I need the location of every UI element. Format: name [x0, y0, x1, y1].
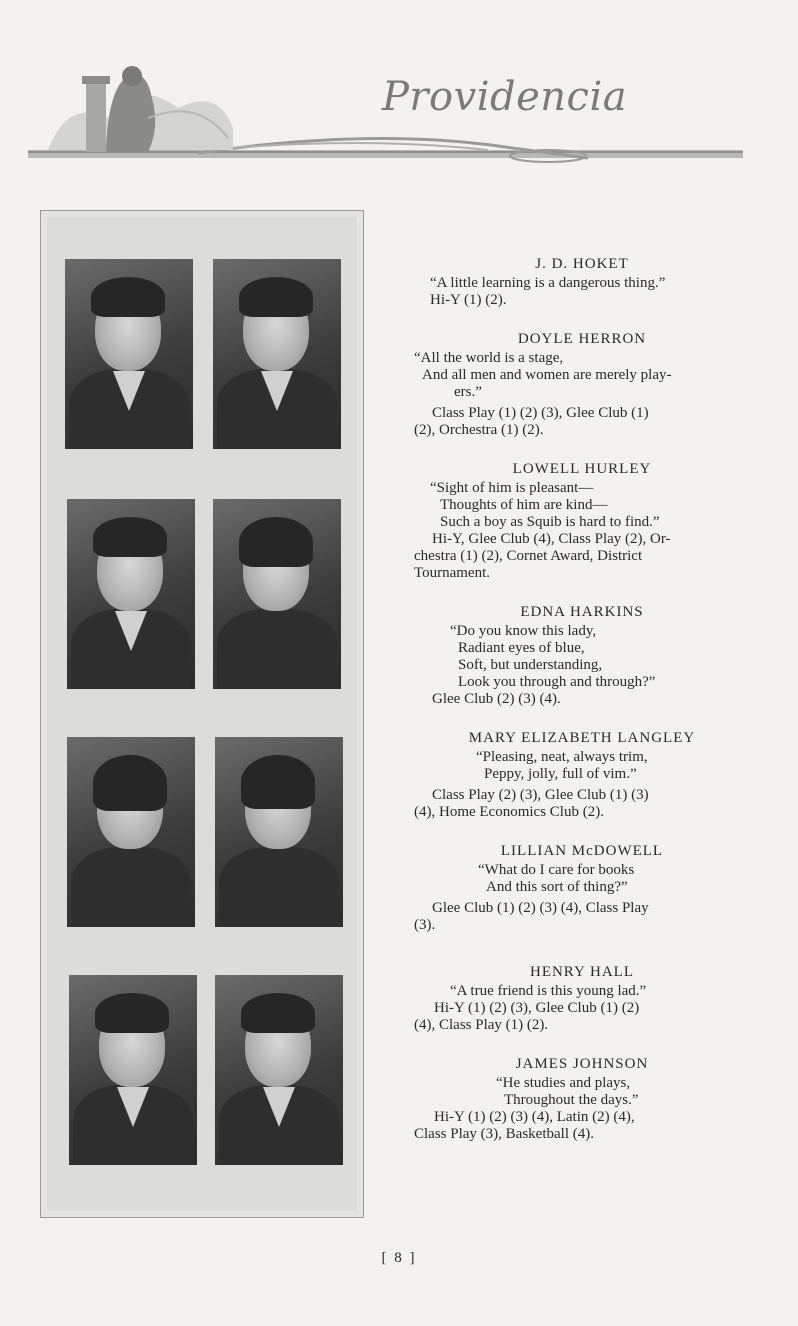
entry-line: Throughout the days.”	[504, 1092, 639, 1108]
senior-name: LILLIAN McDOWELL	[500, 843, 664, 859]
senior-entry	[414, 256, 750, 309]
senior-name: MARY ELIZABETH LANGLEY	[468, 730, 696, 746]
entry-line: Class Play (3), Basketball (4).	[414, 1126, 594, 1142]
portrait-photo	[215, 975, 343, 1165]
entry-line: Hi-Y (1) (2) (3) (4), Latin (2) (4),	[434, 1109, 635, 1125]
entry-line: (4), Class Play (1) (2).	[414, 1017, 549, 1033]
entry-line: Hi-Y (1) (2).	[430, 292, 507, 308]
entry-line: And this sort of thing?”	[486, 879, 628, 895]
portrait-photo	[67, 499, 195, 689]
entry-line: “Sight of him is pleasant—	[430, 480, 594, 496]
portrait-photo	[213, 499, 341, 689]
senior-name: DOYLE HERRON	[517, 331, 647, 347]
yearbook-title: Providencia	[382, 74, 628, 120]
entry-line: Thoughts of him are kind—	[440, 497, 608, 513]
entry-line: “A true friend is this young lad.”	[450, 983, 647, 999]
senior-entry	[414, 461, 750, 582]
entry-line: Hi-Y (1) (2) (3), Glee Club (1) (2)	[434, 1000, 640, 1016]
entry-line: Radiant eyes of blue,	[458, 640, 585, 656]
entry-line: “A little learning is a dangerous thing.”	[430, 275, 666, 291]
entry-line: (2), Orchestra (1) (2).	[414, 422, 544, 438]
entry-line: And all men and women are merely play-	[422, 367, 672, 383]
entry-line: (3).	[414, 917, 436, 933]
senior-name: EDNA HARKINS	[520, 604, 644, 620]
entry-line: Look you through and through?”	[458, 674, 656, 690]
entry-line: “All the world is a stage,	[414, 350, 564, 366]
page-number: [ 8 ]	[381, 1250, 417, 1266]
page-header	[0, 0, 798, 200]
entry-line: Class Play (1) (2) (3), Glee Club (1)	[432, 405, 649, 421]
senior-entry	[414, 1056, 750, 1143]
entry-line: ers.”	[454, 384, 482, 400]
senior-entry	[414, 730, 750, 821]
portrait-photo	[215, 737, 343, 927]
entry-line: Tournament.	[414, 565, 491, 581]
senior-entry	[414, 964, 750, 1034]
portrait-photo	[69, 975, 197, 1165]
entry-line: Hi-Y, Glee Club (4), Class Play (2), Or-	[432, 531, 671, 547]
entry-line: (4), Home Economics Club (2).	[414, 804, 604, 820]
portrait-photo	[213, 259, 341, 449]
entry-line: Glee Club (1) (2) (3) (4), Class Play	[432, 900, 649, 916]
senior-entry	[414, 604, 750, 708]
senior-entry	[414, 843, 750, 934]
senior-name: JAMES JOHNSON	[515, 1056, 649, 1072]
entry-line: “He studies and plays,	[496, 1075, 631, 1091]
entry-line: “Pleasing, neat, always trim,	[476, 749, 648, 765]
entry-line: chestra (1) (2), Cornet Award, District	[414, 548, 643, 564]
senior-entry	[414, 331, 750, 439]
portrait-panel	[40, 210, 364, 1218]
senior-name: LOWELL HURLEY	[512, 461, 652, 477]
portrait-photo	[65, 259, 193, 449]
entry-line: Such a boy as Squib is hard to find.”	[440, 514, 660, 530]
portrait-photo	[67, 737, 195, 927]
senior-name: HENRY HALL	[529, 964, 635, 980]
senior-name: J. D. HOKET	[535, 256, 629, 272]
entry-line: “Do you know this lady,	[450, 623, 597, 639]
entry-line: Glee Club (2) (3) (4).	[432, 691, 561, 707]
entry-line: Soft, but understanding,	[458, 657, 603, 673]
senior-entries	[414, 256, 750, 1165]
entry-line: Class Play (2) (3), Glee Club (1) (3)	[432, 787, 649, 803]
entry-line: “What do I care for books	[478, 862, 635, 878]
entry-line: Peppy, jolly, full of vim.”	[484, 766, 637, 782]
